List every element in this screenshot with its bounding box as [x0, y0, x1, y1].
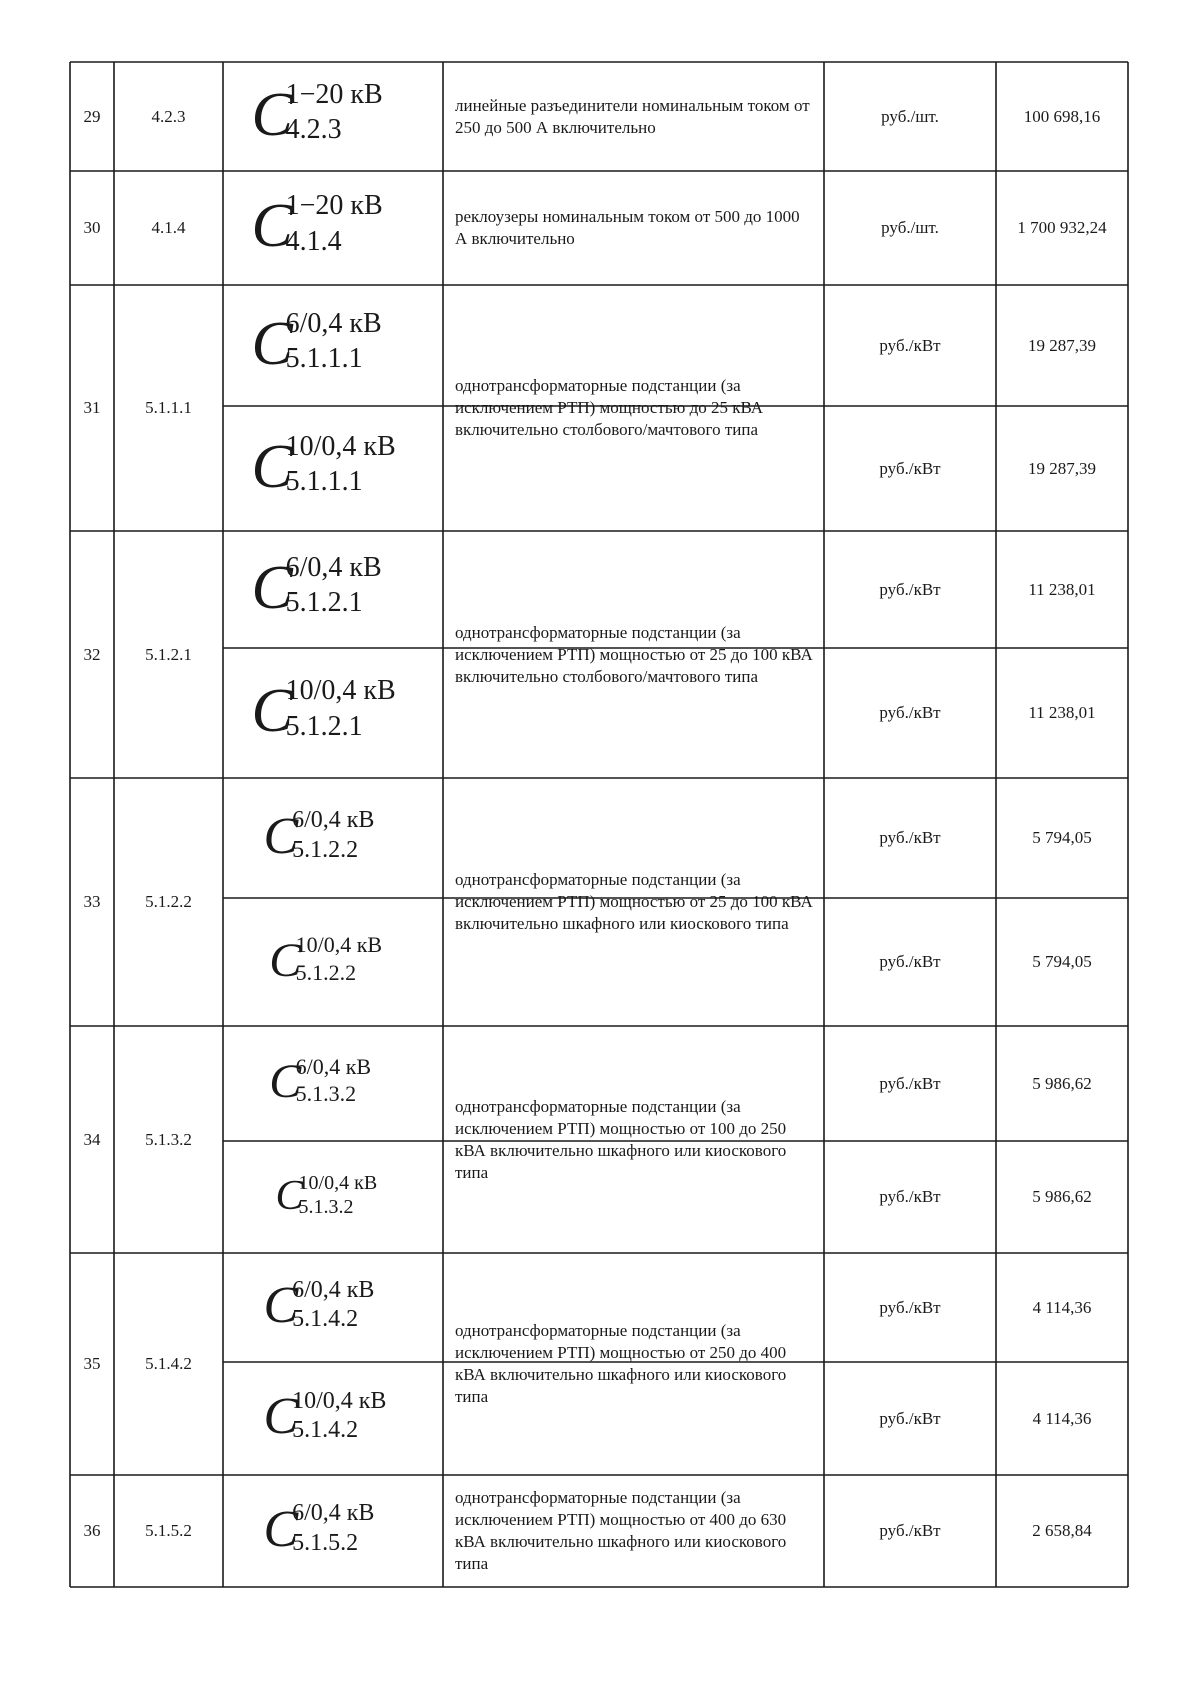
symbol-letter-c: C: [263, 1500, 299, 1558]
item-code: 5.1.4.2: [145, 1354, 192, 1373]
symbol-subscript: 5.1.1.1: [285, 466, 363, 498]
row-number: 34: [83, 1129, 101, 1149]
item-code-cell: [114, 1475, 223, 1587]
item-code: 5.1.1.1: [145, 398, 192, 417]
row-number-cell: [70, 285, 114, 531]
symbol-superscript: 6/0,4 кВ: [295, 1053, 372, 1079]
symbol-superscript: 6/0,4 кВ: [285, 307, 382, 339]
row-number-cell: [70, 1026, 114, 1253]
symbol-subscript: 5.1.2.2: [292, 836, 359, 863]
symbol-subscript: 5.1.1.1: [285, 343, 363, 375]
symbol-superscript: 10/0,4 кВ: [285, 430, 396, 462]
unit-cell: [824, 1026, 996, 1141]
unit-of-measure: руб./кВт: [879, 1408, 941, 1428]
tariff-symbol: [263, 1500, 403, 1559]
symbol-subscript: 5.1.2.1: [285, 587, 363, 619]
unit-cell: [824, 406, 996, 531]
row-number-cell: [70, 171, 114, 285]
unit-cell: [824, 1253, 996, 1362]
unit-cell: [824, 648, 996, 778]
description-cell: [443, 171, 824, 285]
description-cell: [443, 62, 824, 171]
rate-value: 5 794,05: [1032, 952, 1092, 971]
symbol-cell: [223, 406, 443, 531]
symbol-letter-c: C: [269, 933, 302, 987]
symbol-letter-c: C: [251, 192, 293, 261]
symbol-superscript: 10/0,4 кВ: [285, 675, 396, 707]
value-cell: [996, 531, 1128, 648]
description-text: однотрансформаторные подстанции (за исключением РТП) мощностью от 100 до 250 кВА включительно шкафного или киоскового типа: [455, 1096, 787, 1182]
symbol-letter-c: C: [251, 309, 293, 378]
rate-value: 100 698,16: [1023, 106, 1101, 126]
unit-cell: [824, 1475, 996, 1587]
symbol-subscript: 5.1.2.1: [285, 710, 363, 742]
symbol-subscript: 5.1.5.2: [292, 1529, 359, 1556]
unit-of-measure: руб./кВт: [879, 952, 941, 971]
description-text: реклоузеры номинальным током от 500 до 1000 А включительно: [455, 207, 800, 248]
unit-of-measure: руб./кВт: [879, 579, 941, 599]
description-text: однотрансформаторные подстанции (за исключением РТП) мощностью от 25 до 100 кВА включительно шкафного или киоскового типа: [455, 870, 813, 933]
value-cell: [996, 62, 1128, 171]
rate-value: 5 986,62: [1032, 1187, 1092, 1206]
tariff-symbol: [263, 1387, 403, 1446]
symbol-subscript: 5.1.3.2: [295, 1081, 357, 1107]
description-cell: [443, 285, 824, 531]
description-text: однотрансформаторные подстанции (за исключением РТП) мощностью от 400 до 630 кВА включительно шкафного или киоскового типа: [455, 1488, 787, 1573]
value-cell: [996, 1026, 1128, 1141]
symbol-letter-c: C: [263, 807, 299, 865]
rate-value: 4 114,36: [1032, 1297, 1092, 1317]
symbol-letter-c: C: [269, 1055, 302, 1109]
tariff-symbol: [251, 675, 415, 746]
symbol-superscript: 10/0,4 кВ: [295, 932, 383, 958]
description-cell: [443, 1253, 824, 1475]
symbol-superscript: 6/0,4 кВ: [292, 1276, 375, 1303]
unit-of-measure: руб./кВт: [879, 1521, 941, 1540]
value-cell: [996, 778, 1128, 898]
rate-value: 19 287,39: [1028, 458, 1096, 478]
tariff-symbol: [263, 807, 403, 866]
item-code-cell: [114, 778, 223, 1026]
value-cell: [996, 1475, 1128, 1587]
unit-cell: [824, 1141, 996, 1253]
rate-value: 5 986,62: [1032, 1073, 1092, 1093]
value-cell: [996, 1253, 1128, 1362]
symbol-letter-c: C: [275, 1172, 304, 1219]
unit-of-measure: руб./шт.: [881, 106, 939, 126]
row-number: 30: [83, 218, 101, 237]
row-number-cell: [70, 1475, 114, 1587]
unit-cell: [824, 778, 996, 898]
row-number: 29: [83, 106, 101, 126]
row-number: 33: [83, 892, 101, 911]
symbol-superscript: 6/0,4 кВ: [285, 551, 382, 583]
description-text: однотрансформаторные подстанции (за исключением РТП) мощностью до 25 кВА включительно столбового/мачтового типа: [455, 376, 764, 439]
unit-cell: [824, 171, 996, 285]
item-code: 5.1.2.2: [145, 892, 192, 911]
unit-of-measure: руб./кВт: [879, 458, 941, 478]
unit-cell: [824, 285, 996, 406]
rate-value: 5 794,05: [1032, 828, 1092, 847]
unit-of-measure: руб./кВт: [879, 335, 941, 355]
symbol-letter-c: C: [251, 80, 293, 149]
tariff-symbol: [251, 78, 415, 149]
row-number-cell: [70, 1253, 114, 1475]
symbol-superscript: 1−20 кВ: [285, 190, 383, 222]
symbol-cell: [223, 648, 443, 778]
symbol-superscript: 10/0,4 кВ: [298, 1171, 378, 1194]
unit-cell: [824, 1362, 996, 1475]
symbol-letter-c: C: [263, 1277, 299, 1335]
symbol-subscript: 4.1.4: [285, 225, 342, 257]
description-text: однотрансформаторные подстанции (за исключением РТП) мощностью от 25 до 100 кВА включительно столбового/мачтового типа: [455, 622, 813, 686]
symbol-letter-c: C: [263, 1388, 299, 1446]
symbol-subscript: 5.1.2.2: [295, 959, 357, 985]
tariff-symbol: [269, 932, 397, 987]
unit-of-measure: руб./шт.: [881, 218, 939, 237]
symbol-cell: [223, 778, 443, 898]
value-cell: [996, 648, 1128, 778]
tariff-symbol: [251, 307, 415, 378]
symbol-subscript: 5.1.3.2: [298, 1195, 354, 1218]
description-cell: [443, 531, 824, 778]
description-cell: [443, 778, 824, 1026]
row-number-cell: [70, 531, 114, 778]
symbol-cell: [223, 171, 443, 285]
tariff-symbol: [251, 551, 415, 622]
value-cell: [996, 171, 1128, 285]
unit-of-measure: руб./кВт: [879, 1187, 941, 1206]
value-cell: [996, 1362, 1128, 1475]
symbol-letter-c: C: [251, 553, 293, 622]
item-code: 5.1.5.2: [145, 1521, 192, 1540]
value-cell: [996, 406, 1128, 531]
symbol-cell: [223, 1362, 443, 1475]
symbol-cell: [223, 1253, 443, 1362]
row-number-cell: [70, 778, 114, 1026]
rate-value: 11 238,01: [1028, 703, 1096, 722]
symbol-letter-c: C: [251, 677, 293, 746]
symbol-cell: [223, 1141, 443, 1253]
row-number: 31: [83, 398, 101, 417]
rate-value: 1 700 932,24: [1017, 218, 1107, 237]
symbol-cell: [223, 285, 443, 406]
description-cell: [443, 1475, 824, 1587]
row-number: 36: [83, 1521, 101, 1540]
symbol-cell: [223, 531, 443, 648]
unit-of-measure: руб./кВт: [879, 703, 941, 722]
symbol-letter-c: C: [251, 432, 293, 501]
unit-of-measure: руб./кВт: [879, 1073, 941, 1093]
symbol-superscript: 6/0,4 кВ: [292, 1500, 375, 1527]
tariff-symbol: [251, 190, 415, 261]
rate-value: 4 114,36: [1032, 1408, 1092, 1428]
tariff-symbol: [275, 1171, 390, 1219]
row-number: 32: [83, 644, 101, 664]
item-code-cell: [114, 171, 223, 285]
tariff-symbol: [263, 1276, 403, 1335]
description-text: линейные разъединители номинальным током от 250 до 500 А включительно: [455, 95, 810, 137]
item-code-cell: [114, 1253, 223, 1475]
item-code-cell: [114, 62, 223, 171]
symbol-superscript: 1−20 кВ: [285, 78, 383, 110]
symbol-cell: [223, 62, 443, 171]
tariff-symbol: [251, 430, 415, 501]
unit-of-measure: руб./кВт: [879, 828, 941, 847]
item-code: 4.2.3: [151, 106, 186, 126]
symbol-subscript: 5.1.4.2: [292, 1306, 359, 1333]
description-cell: [443, 1026, 824, 1253]
item-code-cell: [114, 1026, 223, 1253]
rate-value: 2 658,84: [1032, 1521, 1092, 1540]
symbol-cell: [223, 1475, 443, 1587]
value-cell: [996, 898, 1128, 1026]
description-text: однотрансформаторные подстанции (за исключением РТП) мощностью от 250 до 400 кВА включительно шкафного или киоскового типа: [455, 1321, 787, 1406]
symbol-cell: [223, 1026, 443, 1141]
tariff-symbol: [269, 1053, 397, 1109]
row-number-cell: [70, 62, 114, 171]
item-code: 5.1.2.1: [145, 644, 192, 664]
row-number: 35: [83, 1354, 101, 1373]
item-code-cell: [114, 531, 223, 778]
unit-cell: [824, 531, 996, 648]
rate-value: 19 287,39: [1028, 335, 1096, 355]
item-code: 4.1.4: [151, 218, 186, 237]
symbol-superscript: 10/0,4 кВ: [292, 1387, 387, 1414]
item-code-cell: [114, 285, 223, 531]
symbol-superscript: 6/0,4 кВ: [292, 807, 375, 834]
value-cell: [996, 285, 1128, 406]
symbol-subscript: 5.1.4.2: [292, 1417, 359, 1444]
value-cell: [996, 1141, 1128, 1253]
symbol-cell: [223, 898, 443, 1026]
unit-of-measure: руб./кВт: [879, 1297, 941, 1317]
unit-cell: [824, 62, 996, 171]
unit-cell: [824, 898, 996, 1026]
item-code: 5.1.3.2: [145, 1129, 192, 1149]
rate-value: 11 238,01: [1028, 579, 1096, 599]
symbol-subscript: 4.2.3: [285, 114, 342, 146]
